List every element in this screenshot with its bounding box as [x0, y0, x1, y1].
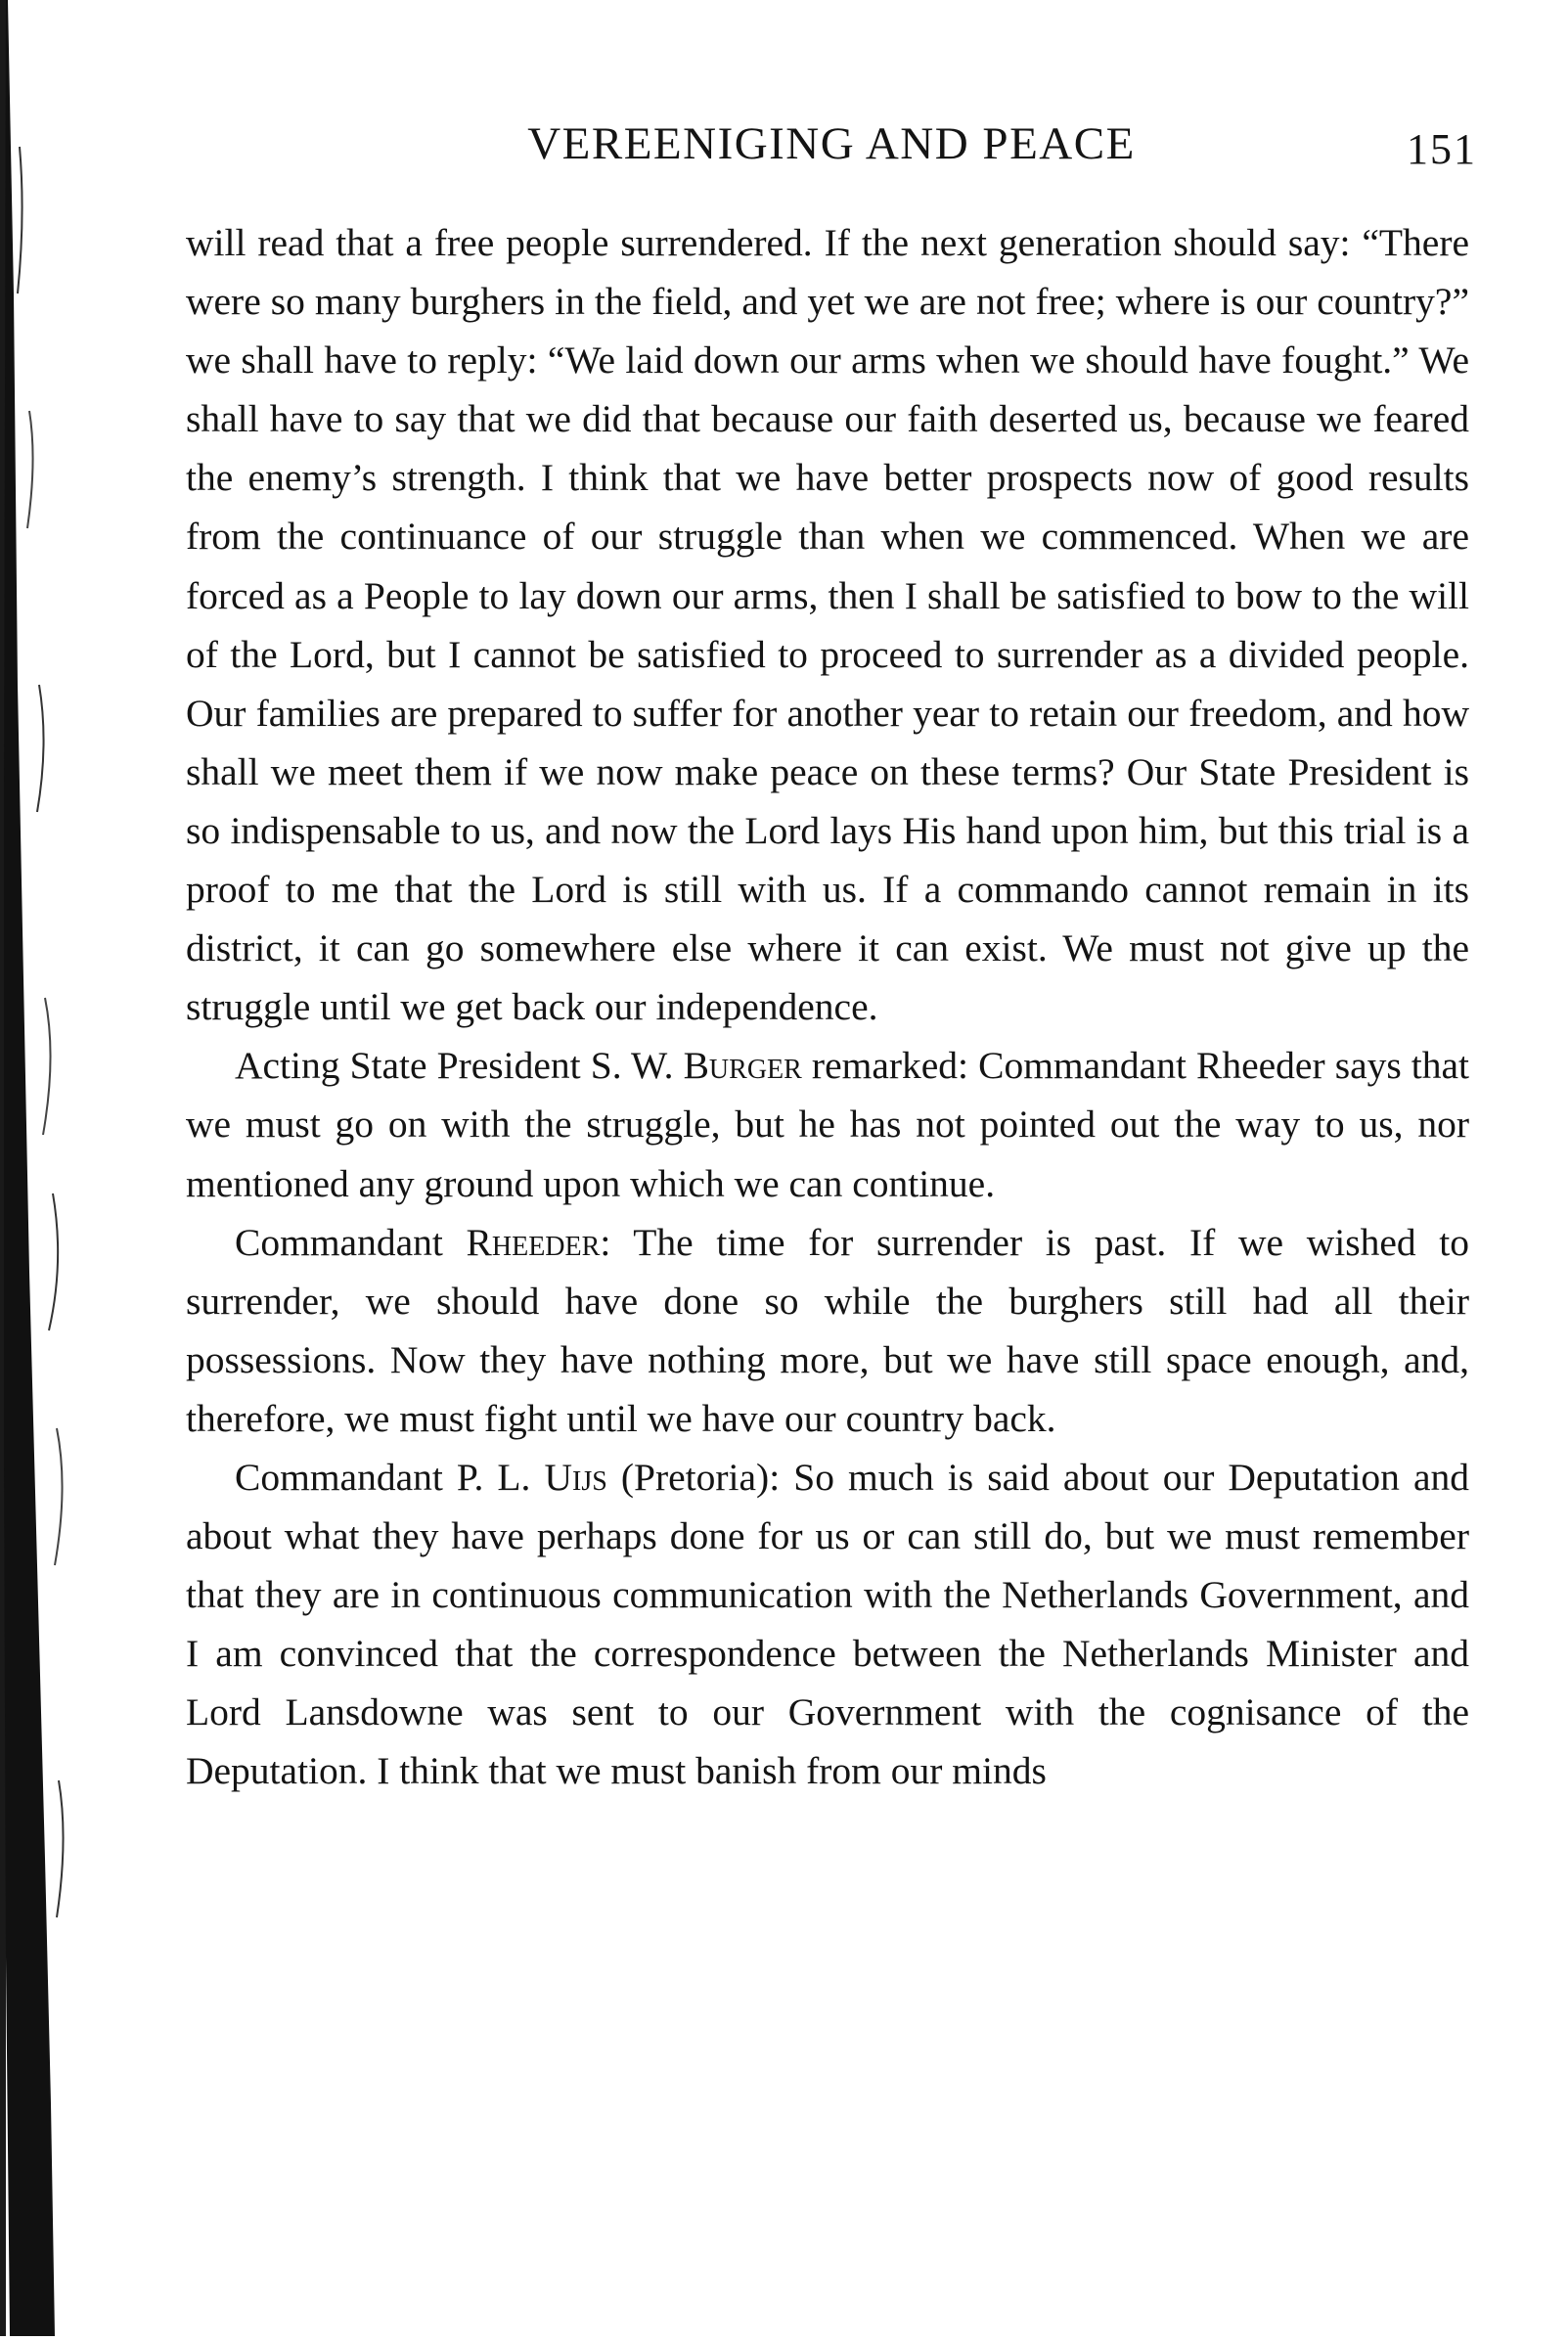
- paragraph-lead: Acting State President S. W.: [235, 1044, 674, 1088]
- page-header: [186, 110, 1477, 178]
- speaker-name: Uijs: [544, 1455, 607, 1499]
- book-binding-shadow: [0, 0, 72, 2336]
- paragraph-rheeder: [186, 1213, 1469, 1448]
- paragraph-lead: Commandant: [235, 1220, 443, 1264]
- speaker-name: Burger: [683, 1044, 802, 1088]
- speaker-name: Rheeder: [466, 1220, 601, 1264]
- body-text: [186, 213, 1469, 1801]
- running-title: VEREENIGING AND PEACE: [527, 118, 1136, 169]
- paragraph-text: : The time for surrender is past. If we wished to surrender, we should have done so while the burghers still had all their possessions. Now they have nothing more, but we have still space enough, and, therefore, we must fight until we have our country back.: [186, 1220, 1469, 1440]
- paragraph-continuation: [186, 213, 1469, 1036]
- paragraph-text: (Pretoria): So much is said about our Deputation and about what they have perhaps done for us or can still do, but we must remember that they are in continuous communication with the Netherlands Government, and I am convinced that the correspondence between the Netherlands Minister and Lord Lansdowne was sent to our Government with the cognisance of the Deputation. I think that we must banish from our minds: [186, 1455, 1469, 1793]
- paragraph-text: will read that a free people surrendered. If the next generation should say: “There were so many burghers in the field, and yet we are not free; where is our country?” we shall have to reply: “We laid down our arms when we should have fought.” We shall have to say that we did that because our faith deserted us, because we feared the enemy’s strength. I think that we have better prospects now of good results from the continuance of our struggle than when we commenced. When we are forced as a People to lay down our arms, then I shall be satisfied to bow to the will of the Lord, but I cannot be satisfied to proceed to surrender as a divided people. Our families are prepared to suffer for another year to retain our freedom, and how shall we meet them if we now make peace on these terms? Our State President is so indispensable to us, and now the Lord lays His hand upon him, but this trial is a proof to me that the Lord is still with us. If a commando cannot remain in its district, it can go somewhere else where it can exist. We must not give up the struggle until we get back our independence.: [186, 221, 1469, 1029]
- paragraph-text: remarked: Commandant Rheeder says that we must go on with the struggle, but he has not pointed out the way to us, nor mentioned any ground upon which we can continue.: [186, 1044, 1470, 1205]
- paragraph-uijs: [186, 1448, 1469, 1801]
- page-number: 151: [1407, 125, 1477, 173]
- paragraph-lead: Commandant P. L.: [235, 1455, 531, 1499]
- paragraph-burger: [186, 1036, 1469, 1212]
